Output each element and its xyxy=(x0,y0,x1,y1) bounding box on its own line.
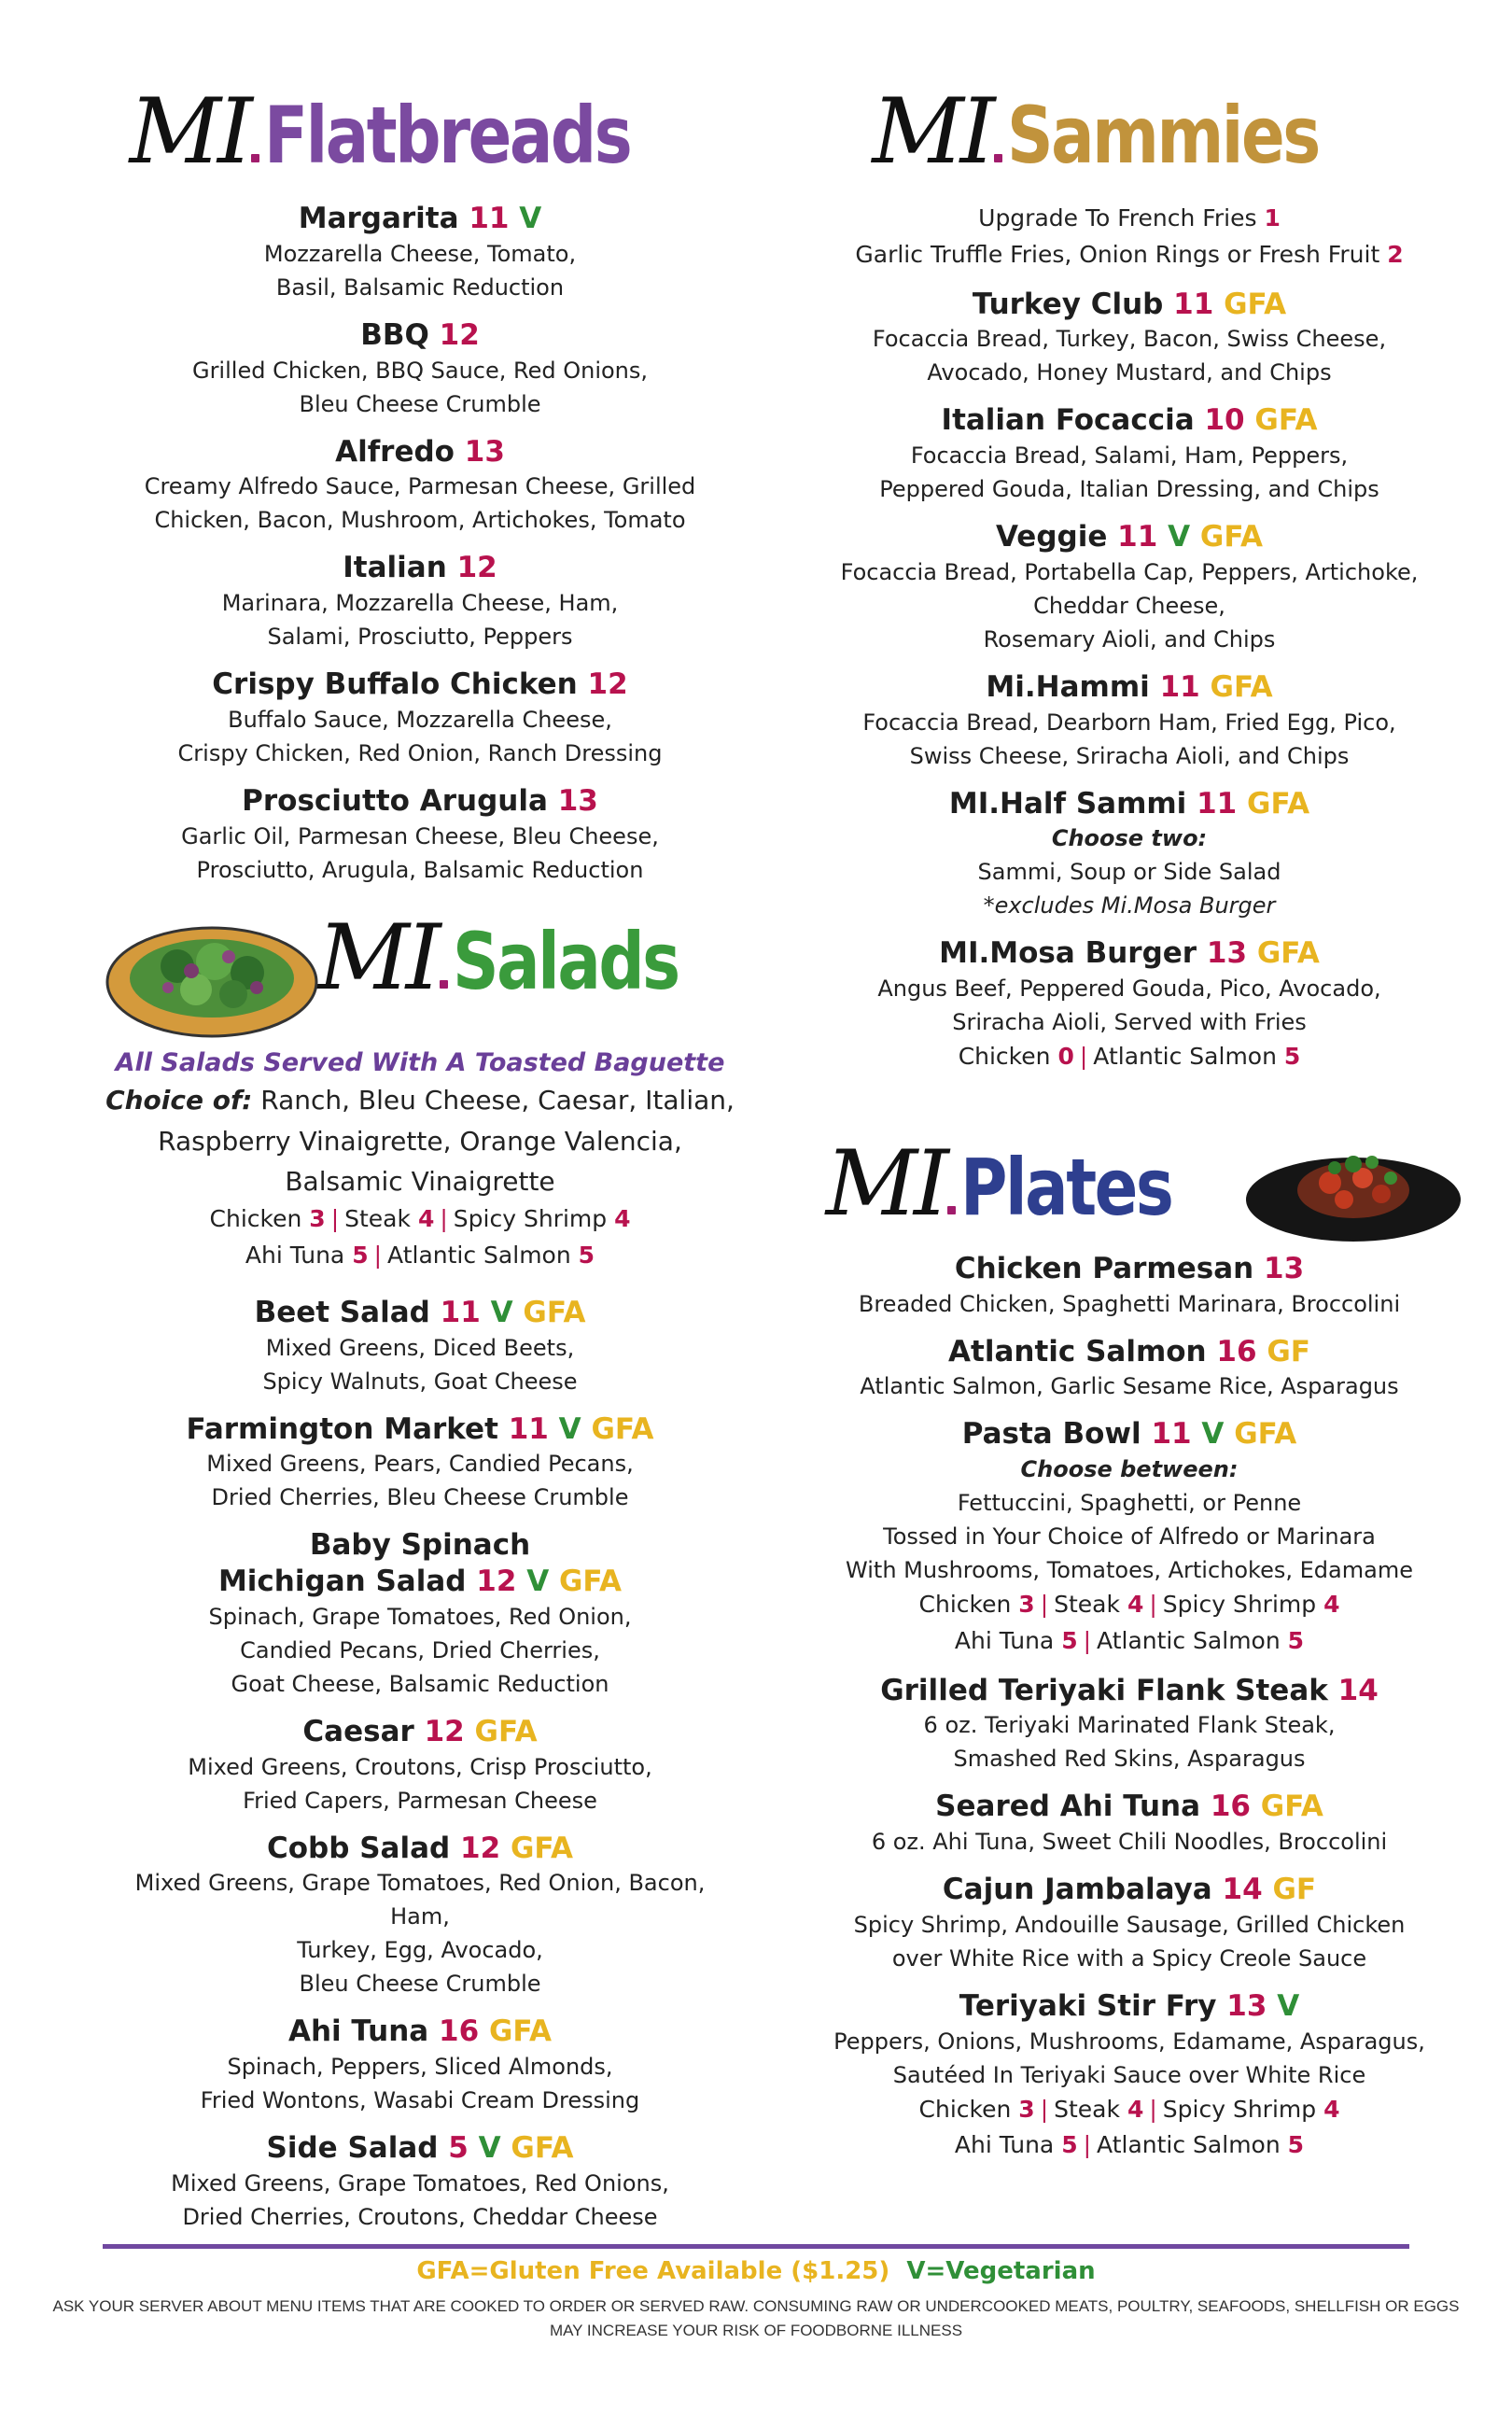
menu-item: Italian 12 Marinara, Mozzarella Cheese, Ham, Salami, Prosciutto, Peppers xyxy=(221,551,619,650)
menu-item: Italian Focaccia 10 GFA Focaccia Bread, Salami, Ham, Peppers, Peppered Gouda, Italian Dressing, and Chips xyxy=(879,403,1379,502)
menu-item: MI.Mosa Burger 13 GFA Angus Beef, Peppered Gouda, Pico, Avocado, Sriracha Aioli, Served with Fries Chicken 0 | Atlantic Salmon 5 xyxy=(877,936,1381,1070)
left-column xyxy=(103,79,737,2247)
flatbreads-title: Flatbreads xyxy=(263,90,631,181)
menu-item: MI.Half Sammi 11 GFA Choose two: Sammi, Soup or Side Salad *excludes Mi.Mosa Burger xyxy=(948,786,1310,919)
menu-item: Farmington Market 11 V GFA Mixed Greens, Pears, Candied Pecans, Dried Cherries, Bleu Cheese Crumble xyxy=(186,1411,654,1511)
menu-item: Baby Spinach Michigan Salad 12 V GFA Spinach, Grape Tomatoes, Red Onion, Candied Pecans, Dried Cherries, Goat Cheese, Balsamic Reduction xyxy=(208,1528,632,1697)
plates-header xyxy=(803,1131,1456,1251)
salads-intro: All Salads Served With A Toasted Baguette Choice of: Ranch, Bleu Cheese, Caesar, Italian, Raspberry Vinaigrette, Orange Valencia, Balsamic Vinaigrette Chicken 3 | Steak 4 | Spicy Shrimp 4 Ahi Tuna 5 | Atlantic Salmon 5 xyxy=(103,1046,737,1274)
plate-illustration xyxy=(1241,1136,1465,1248)
menu-item: Mi.Hammi 11 GFA Focaccia Bread, Dearborn Ham, Fried Egg, Pico, Swiss Cheese, Sriracha Aioli, and Chips xyxy=(862,669,1396,769)
sammies-title: Sammies xyxy=(1006,90,1319,181)
menu-item: Side Salad 5 V GFA Mixed Greens, Grape Tomatoes, Red Onions, Dried Cherries, Croutons, Cheddar Cheese xyxy=(171,2131,669,2230)
menu-item: Alfredo 13 Creamy Alfredo Sauce, Parmesan Cheese, Grilled Chicken, Bacon, Mushroom, Artichokes, Tomato xyxy=(144,434,696,534)
footer-disclaimer: ASK YOUR SERVER ABOUT MENU ITEMS THAT ARE COOKED TO ORDER OR SERVED RAW. CONSUMING RAW OR UNDERCOOKED MEATS, POULTRY, SEAFOODS, SHELLFISH OR EGGS MAY INCREASE YOUR RISK OF FOODBORNE ILLNESS xyxy=(52,2297,1460,2340)
salads-served-note: All Salads Served With A Toasted Baguette xyxy=(115,1047,725,1077)
menu-item: Veggie 11 V GFA Focaccia Bread, Portabella Cap, Peppers, Artichoke, Cheddar Cheese, Rosemary Aioli, and Chips xyxy=(840,520,1419,653)
menu-item: Caesar 12 GFA Mixed Greens, Croutons, Crisp Prosciutto, Fried Capers, Parmesan Cheese xyxy=(188,1714,652,1814)
right-column xyxy=(803,79,1456,2177)
menu-item: Teriyaki Stir Fry 13 V Peppers, Onions, Mushrooms, Edamame, Asparagus, Sautéed In Teriyaki Sauce over White Rice Chicken 3 | Steak 4 | Spicy Shrimp 4 Ahi Tuna 5 | Atlantic Salmon 5 xyxy=(833,1988,1425,2159)
menu-item: Cobb Salad 12 GFA Mixed Greens, Grape Tomatoes, Red Onion, Bacon, Ham, Turkey, Egg, Avocado, Bleu Cheese Crumble xyxy=(134,1831,706,1998)
plates-list xyxy=(803,1251,1456,2164)
menu-item: Cajun Jambalaya 14 GF Spicy Shrimp, Andouille Sausage, Grilled Chicken over White Rice with a Spicy Creole Sauce xyxy=(853,1873,1406,1972)
salads-list xyxy=(103,1295,737,2234)
brand-logo: MI xyxy=(317,905,447,1010)
flatbreads-list xyxy=(103,201,737,887)
salads-title: Salads xyxy=(452,915,679,1007)
sammies-header xyxy=(803,79,1456,201)
brand-logo: MI xyxy=(826,1131,956,1236)
menu-item: Crispy Buffalo Chicken 12 Buffalo Sauce, Mozzarella Cheese, Crispy Chicken, Red Onion, Ranch Dressing xyxy=(177,667,663,766)
sammies-upgrades: Upgrade To French Fries 1 Garlic Truffle Fries, Onion Rings or Fresh Fruit 2 xyxy=(855,204,1404,268)
menu-item: Beet Salad 11 V GFA Mixed Greens, Diced Beets, Spicy Walnuts, Goat Cheese xyxy=(254,1295,586,1395)
menu-item: Prosciutto Arugula 13 Garlic Oil, Parmesan Cheese, Bleu Cheese, Prosciutto, Arugula, Balsamic Reduction xyxy=(181,783,659,883)
menu-item: Chicken Parmesan 13 Breaded Chicken, Spaghetti Marinara, Broccolini xyxy=(858,1251,1401,1317)
menu-item: Atlantic Salmon 16 GF Atlantic Salmon, Garlic Sesame Rice, Asparagus xyxy=(860,1334,1399,1400)
menu-item: Grilled Teriyaki Flank Steak 14 6 oz. Teriyaki Marinated Flank Steak, Smashed Red Skins, Asparagus xyxy=(880,1673,1379,1773)
sammies-list xyxy=(803,287,1456,1075)
menu-item: Turkey Club 11 GFA Focaccia Bread, Turkey, Bacon, Swiss Cheese, Avocado, Honey Mustard, and Chips xyxy=(872,287,1387,386)
menu-item: Seared Ahi Tuna 16 GFA 6 oz. Ahi Tuna, Sweet Chili Noodles, Broccolini xyxy=(871,1789,1388,1855)
brand-logo: MI xyxy=(872,79,1001,184)
footer-legend: GFA=Gluten Free Available ($1.25) V=Vegetarian xyxy=(416,2257,1096,2285)
footer-divider xyxy=(103,2244,1409,2249)
salad-plate-illustration xyxy=(103,915,322,1041)
menu-item: Ahi Tuna 16 GFA Spinach, Peppers, Sliced Almonds, Fried Wontons, Wasabi Cream Dressing xyxy=(200,2014,640,2114)
salads-header xyxy=(103,905,737,1046)
menu-item: Pasta Bowl 11 V GFA Choose between: Fettuccini, Spaghetti, or Penne Tossed in Your Choice of Alfredo or Marinara With Mushrooms, Tomatoes, Artichokes, Edamame Chicken 3 | Steak 4 | Spicy Shrimp 4 Ahi Tuna 5 | Atlantic Salmon 5 xyxy=(846,1417,1413,1654)
plates-title: Plates xyxy=(960,1141,1172,1233)
brand-logo: MI xyxy=(130,79,259,184)
flatbreads-header xyxy=(103,79,737,201)
menu-item: Margarita 11 V Mozzarella Cheese, Tomato, Basil, Balsamic Reduction xyxy=(263,202,577,301)
menu-item: BBQ 12 Grilled Chicken, BBQ Sauce, Red Onions, Bleu Cheese Crumble xyxy=(191,317,649,417)
